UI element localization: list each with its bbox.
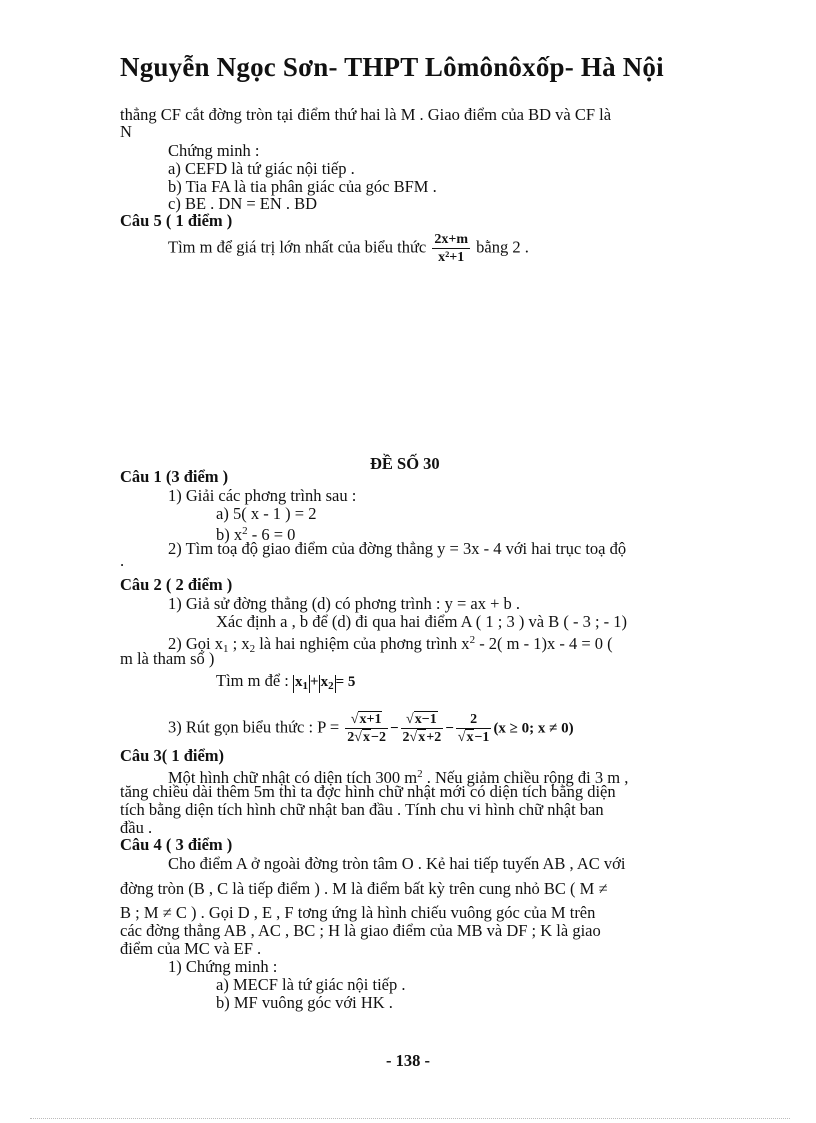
list-item: a) CEFD là tứ giác nội tiếp . [168, 159, 355, 178]
math-fraction [345, 712, 388, 745]
list-item: a) MECF là tứ giác nội tiếp . [216, 975, 406, 994]
question-title: Câu 5 ( 1 điểm ) [120, 211, 233, 230]
radicand: x−1 [414, 712, 437, 727]
list-item: a) 5( x - 1 ) = 2 [216, 504, 317, 523]
text-span: 2 [402, 730, 410, 745]
radicand: x+1 [359, 712, 382, 727]
fraction-denominator: √x−1 [457, 730, 490, 745]
condition: (x ≥ 0; x ≠ 0) [493, 720, 574, 737]
text-line: m là tham số ) [120, 649, 215, 668]
superscript: 2 [242, 525, 248, 537]
superscript: 2 [417, 768, 423, 780]
text-span: 3) Rút gọn biểu thức : P = [168, 717, 340, 737]
radicand: x [466, 730, 474, 745]
fraction-denominator: 2√x+2 [402, 730, 442, 745]
question-text: 1) Giải các phơng trình sau : [168, 486, 357, 505]
text-line: thẳng CF cắt đờng tròn tại điểm thứ hai là M . Giao điểm của BD và CF là [120, 105, 612, 124]
text-span: −2 [370, 730, 386, 745]
fraction-denominator: 2√x−2 [347, 730, 386, 745]
math-fraction [456, 712, 492, 745]
question-text: 1) Giả sử đờng thẳng (d) có phơng trình : y = ax + b . [168, 594, 521, 613]
question-text [168, 631, 613, 658]
text-span: Tìm m để : [216, 671, 289, 690]
question-title: Câu 3( 1 điểm) [120, 746, 225, 765]
text-span: . Nếu giảm chiều rộng đi 3 m , [422, 768, 629, 787]
text-span: b) x [216, 525, 243, 544]
text-span: 2 [347, 730, 355, 745]
list-item: b) MF vuông góc với HK . [216, 993, 393, 1012]
text-span: - 6 = 0 [247, 525, 296, 544]
question-text: 1) Chứng minh : [168, 957, 278, 976]
text-span: = 5 [335, 674, 356, 690]
text-span: Một hình chữ nhật có diện tích 300 m [168, 768, 418, 787]
question-text [168, 232, 529, 265]
question-text: Cho điểm A ở ngoài đờng tròn tâm O . Kẻ hai tiếp tuyến AB , AC với [168, 854, 626, 873]
fraction-numerator: 2x+m [434, 232, 468, 247]
text-line: Chứng minh : [168, 141, 260, 160]
fraction-numerator: 2 [456, 712, 492, 729]
list-item: b) Tia FA là tia phân giác của góc BFM . [168, 177, 437, 196]
page-header: Nguyễn Ngọc Sơn- THPT Lômônôxốp- Hà Nội [120, 52, 664, 82]
question-title: Câu 2 ( 2 điểm ) [120, 575, 233, 594]
text-line: N [120, 122, 132, 141]
text-line: B ; M ≠ C ) . Gọi D , E , F tơng ứng là hình chiếu vuông góc của M trên [120, 903, 596, 922]
text-line: tích bằng diện tích hình chữ nhật ban đầu . Tính chu vi hình chữ nhật ban [120, 800, 604, 819]
text-dot: . [120, 551, 125, 570]
text-span: Tìm m để giá trị lớn nhất của biểu thức [168, 237, 427, 257]
fraction-numerator: √x−1 [401, 712, 444, 729]
question-text: 3) Rút gọn biểu thức : P = $\frac{√x+1}{2√x-2}$ − $\frac{√x-1}{2√x+2}$ − $\frac{2}{√x-1}$ (x ≥ 0; x ≠ 0) [168, 712, 574, 745]
superscript: 2 [469, 634, 476, 646]
text-span: - 2( m - 1)x - 4 = 0 ( [475, 634, 613, 653]
text-line: đầu . [120, 818, 153, 837]
radicand: x [362, 730, 370, 745]
text-span: là hai nghiệm của phơng trình x [255, 634, 470, 653]
text-span: ; x [228, 634, 250, 653]
math-fraction [401, 712, 444, 745]
list-item: c) BE . DN = EN . BD [168, 194, 318, 213]
text-line: tăng chiều dài thêm 5m thì ta đợc hình chữ nhật mới có diện tích bằng diện [120, 782, 616, 801]
exam-title: ĐỀ SỐ 30 [370, 454, 440, 473]
text-span: bằng 2 . [476, 237, 529, 257]
question-title: Câu 4 ( 3 điểm ) [120, 835, 233, 854]
question-title: Câu 1 (3 điểm ) [120, 467, 229, 486]
text-line: điểm của MC và EF . [120, 939, 262, 958]
question-text [216, 672, 355, 693]
text-span: −1 [474, 730, 490, 745]
math-expression: $x_1 + x_2 = 5$ [295, 674, 356, 692]
fraction-numerator: √x+1 [345, 712, 388, 729]
footer-divider [30, 1118, 790, 1119]
question-text: 2) Tìm toạ độ giao điểm của đờng thẳng y = 3x - 4 với hai trục toạ độ [168, 539, 627, 558]
subscript: 1 [223, 643, 229, 655]
text-span: +2 [426, 730, 442, 745]
text-line: các đờng thẳng AB , AC , BC ; H là giao điểm của MB và DF ; K là giao [120, 921, 601, 940]
fraction-denominator: x²+1 [438, 250, 465, 265]
page-number: - 138 - [386, 1051, 430, 1070]
radicand: x [418, 730, 426, 745]
question-text: Xác định a , b để (d) đi qua hai điểm A ( 1 ; 3 ) và B ( - 3 ; - 1) [216, 612, 628, 631]
text-span: 2) Gọi x [168, 634, 223, 653]
text-line: đờng tròn (B , C là tiếp điểm ) . M là điểm bất kỳ trên cung nhỏ BC ( M ≠ [120, 879, 608, 898]
subscript: 2 [249, 643, 256, 655]
math-fraction [432, 232, 470, 265]
